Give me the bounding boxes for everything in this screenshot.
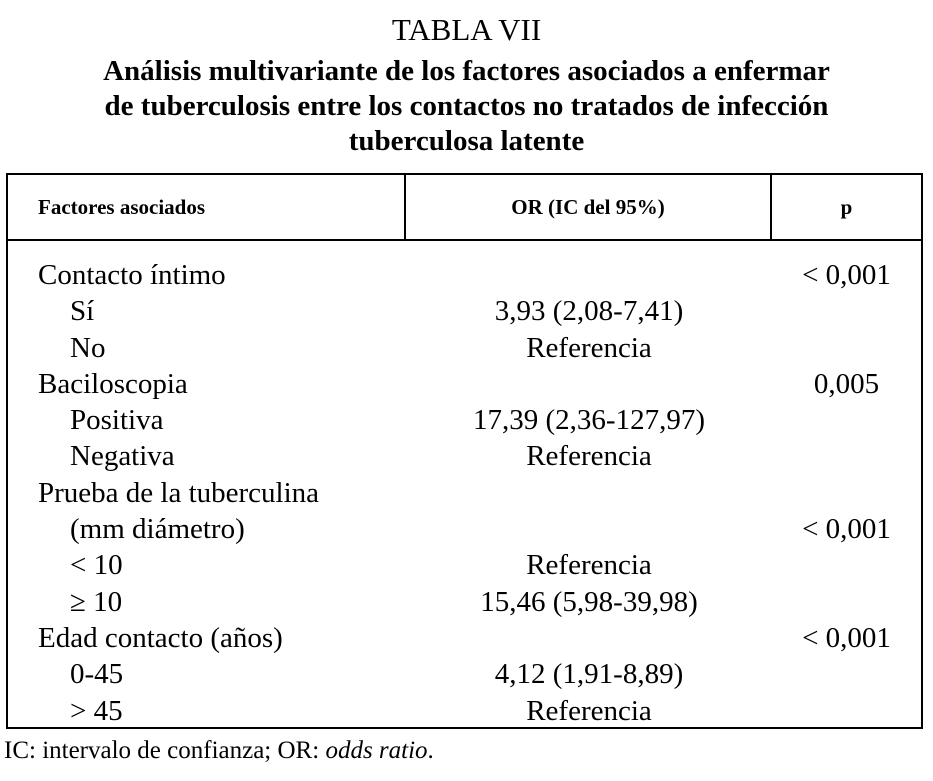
factor-cell: Baciloscopia: [38, 367, 188, 400]
odds-ratio-cell: Referencia: [526, 694, 652, 727]
factor-cell: > 45: [70, 694, 123, 727]
factor-cell: (mm diámetro): [70, 513, 245, 546]
factor-cell: Positiva: [70, 404, 164, 437]
column-header-factors: Factores asociados: [8, 175, 406, 239]
p-value-cell: < 0,001: [802, 513, 891, 546]
factor-cell: ≥ 10: [70, 585, 123, 618]
column-header-or: OR (IC del 95%): [406, 175, 772, 239]
footnote-text: IC: intervalo de confianza; OR:: [4, 737, 326, 764]
table-row: [8, 293, 921, 329]
odds-ratio-cell: Referencia: [526, 331, 652, 364]
factor-cell: Prueba de la tuberculina: [38, 476, 320, 509]
table-title-line: tuberculosa latente: [348, 125, 585, 157]
factor-cell: Sí: [70, 295, 95, 328]
odds-ratio-cell: 4,12 (1,91-8,89): [494, 658, 684, 691]
odds-ratio-cell: 15,46 (5,98-39,98): [480, 585, 698, 618]
table-row: [8, 584, 921, 620]
results-table: [6, 173, 923, 729]
factor-cell: Contacto íntimo: [38, 259, 226, 291]
table-row: [8, 438, 921, 474]
column-header-p: p: [840, 195, 853, 219]
table-title-line: de tuberculosis entre los contactos no tratados de infección: [104, 90, 829, 122]
factor-cell: Edad contacto (años): [38, 621, 283, 654]
factor-cell: 0-45: [70, 658, 124, 691]
table-row: [8, 511, 921, 547]
p-value-cell: < 0,001: [802, 621, 891, 654]
footnote-italic-term: odds ratio: [325, 737, 428, 764]
odds-ratio-cell: Referencia: [526, 549, 652, 582]
factor-cell: No: [70, 331, 106, 364]
p-value-cell: 0,005: [813, 367, 880, 400]
odds-ratio-cell: Referencia: [526, 440, 652, 473]
table-header-row: [8, 175, 921, 241]
footnote-end: .: [427, 737, 434, 764]
table-row: [8, 402, 921, 438]
table-footnote: [4, 735, 434, 767]
table-row: [8, 547, 921, 583]
table-row: [8, 330, 921, 366]
table-row: [8, 475, 921, 511]
table-body: [8, 257, 921, 729]
table-label: TABLA VII: [391, 12, 542, 47]
table-title: [0, 54, 933, 159]
factor-cell: Negativa: [70, 440, 175, 473]
table-row: [8, 257, 921, 293]
table-row: [8, 366, 921, 402]
p-value-cell: < 0,001: [802, 259, 891, 291]
table-row: [8, 620, 921, 656]
table-title-line: Análisis multivariante de los factores asociados a enfermar: [103, 55, 830, 87]
table-row: [8, 693, 921, 729]
factor-cell: < 10: [70, 549, 123, 582]
odds-ratio-cell: 3,93 (2,08-7,41): [494, 295, 684, 328]
odds-ratio-cell: 17,39 (2,36-127,97): [473, 404, 705, 437]
table-row: [8, 656, 921, 692]
